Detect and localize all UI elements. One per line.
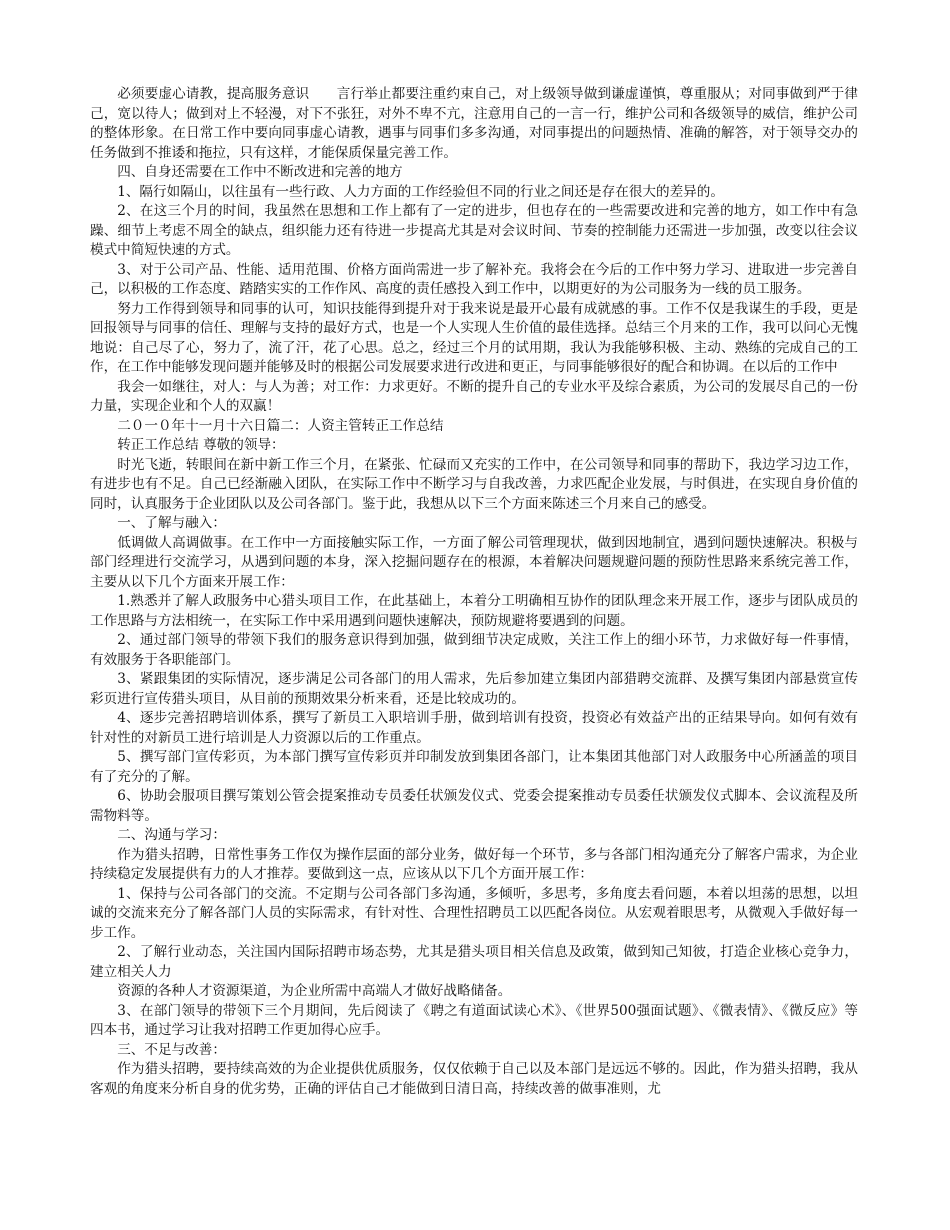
list-item: 5、撰写部门宣传彩页，为本部门撰写宣传彩页并印制发放到集团各部门，让本集团其他部门对人政服务中心所涵盖的项目有了充分的了解。 <box>90 749 858 785</box>
list-item: 3、对于公司产品、性能、适用范围、价格方面尚需进一步了解补充。我将会在今后的工作中努力学习、进取进一步完善自己，以积极的工作态度、踏踏实实的工作作风、高度的责任感投入到工作中，以期更好的为公司服务为一线的员工服务。 <box>90 261 858 297</box>
list-item: 4、逐步完善招聘培训体系，撰写了新员工入职培训手册，做到培训有投资，投资必有效益产出的正结果导向。如何有效有针对性的对新员工进行培训是人力资源以后的工作重点。 <box>90 710 858 746</box>
paragraph: 作为猎头招聘，要持续高效的为企业提供优质服务，仅仅依赖于自己以及本部门是远远不够的。因此，作为猎头招聘，我从客观的角度来分析自身的优劣势，正确的评估自己才能做到日清日高，持续改善的做事准则，尤 <box>90 1061 858 1097</box>
section-heading: 四、自身还需要在工作中不断改进和完善的地方 <box>117 164 403 180</box>
list-item: 1、保持与公司各部门的交流。不定期与公司各部门多沟通，多倾听，多思考，多角度去看问题，本着以坦荡的思想，以坦诚的交流来充分了解各部门人员的实际需求，有针对性、合理性招聘员工以匹配各岗位。从宏观着眼思考，从微观入手做好每一步工作。 <box>90 885 858 941</box>
list-item: 2、了解行业动态，关注国内国际招聘市场态势，尤其是猎头项目相关信息及政策，做到知己知彼，打造企业核心竞争力，建立相关人力 <box>90 944 858 980</box>
section-heading: 二、沟通与学习： <box>117 827 226 843</box>
paragraph: 资源的各种人才资源渠道，为企业所需中高端人才做好战略储备。 <box>117 983 512 999</box>
list-item: 2、通过部门领导的带领下我们的服务意识得到加强，做到细节决定成败，关注工作上的细小环节，力求做好每一件事情，有效服务于各职能部门。 <box>90 632 858 668</box>
paragraph: 二０一０年十一月十六日篇二：人资主管转正工作总结 <box>117 417 444 434</box>
paragraph: 我会一如继往，对人：与人为善；对工作：力求更好。不断的提升自己的专业水平及综合素质，为公司的发展尽自己的一份力量，实现企业和个人的双赢！ <box>90 378 858 414</box>
paragraph: 必须要虚心请教，提高服务意识 言行举止都要注重约束自己，对上级领导做到谦虚谨慎，尊重服从；对同事做到严于律己，宽以待人；做到对上不轻漫，对下不张狂，对外不卑不亢，注意用自己的一言一行，维护公司和各级领导的威信，维护公司的整体形象。在日常工作中要向同事虚心请教，遇事与同事们多多沟通，对同事提出的问题热情、准确的解答，对于领导交办的任务做到不推诿和拖拉，只有这样，才能保质保量完善工作。 <box>90 86 858 161</box>
salutation: 转正工作总结 尊敬的领导： <box>117 437 285 453</box>
list-item: 6、协助会服项目撰写策划公管会提案推动专员委任状颁发仪式、党委会提案推动专员委任状颁发仪式脚本、会议流程及所需物料等。 <box>90 788 858 824</box>
list-item: 3、紧跟集团的实际情况，逐步满足公司各部门的用人需求，先后参加建立集团内部猎聘交流群、及撰写集团内部悬赏宣传彩页进行宣传猎头项目，从目前的预期效果分析来看，还是比较成功的。 <box>90 671 858 707</box>
paragraph: 作为猎头招聘，日常性事务工作仅为操作层面的部分业务，做好每一个环节，多与各部门相沟通充分了解客户需求，为企业持续稳定发展提供有力的人才推荐。要做到这一点，应该从以下几个方面开展工作： <box>90 846 858 882</box>
paragraph: 时光飞逝，转眼间在新中新工作三个月，在紧张、忙碌而又充实的工作中，在公司领导和同事的帮助下，我边学习边工作，有进步也有不足。自己已经渐融入团队，在实际工作中不断学习与自我改善，力求匹配企业发展，与时俱进，在实现自身价值的同时，认真服务于企业团队以及公司各部门。鉴于此，我想从以下三个方面来陈述三个月来自己的感受。 <box>90 456 858 512</box>
section-heading: 一、了解与融入： <box>117 515 226 531</box>
list-item: 2、在这三个月的时间，我虽然在思想和工作上都有了一定的进步，但也存在的一些需要改进和完善的地方，如工作中有急躁、细节上考虑不周全的缺点，组织能力还有待进一步提高尤其是对会议时间、节奏的控制能力还需进一步加强，改变以往会议模式中简短快速的方式。 <box>90 203 858 258</box>
section-heading: 三、不足与改善： <box>117 1041 226 1058</box>
list-item: 1.熟悉并了解人政服务中心猎头项目工作，在此基础上，本着分工明确相互协作的团队理念来开展工作，逐步与团队成员的工作思路与方法相统一，在实际工作中采用遇到问题快速解决，预防规避将要遇到的问题。 <box>90 593 858 629</box>
document-body <box>90 85 858 1099</box>
paragraph: 努力工作得到领导和同事的认可，知识技能得到提升对于我来说是最开心最有成就感的事。工作不仅是我谋生的手段，更是回报领导与同事的信任、理解与支持的最好方式，也是一个人实现人生价值的最佳选择。总结三个月来的工作，我可以问心无愧地说：自己尽了心，努力了，流了汗，花了心思。总之，经过三个月的试用期，我认为我能够积极、主动、熟练的完成自己的工作，在工作中能够发现问题并能够及时的根据公司发展要求进行改进和更正，与同事能够很好的配合和协调。在以后的工作中 <box>90 300 858 375</box>
list-item: 3、在部门领导的带领下三个月期间，先后阅读了《聘之有道面试读心术》、《世界500强面试题》、《微表情》、《微反应》等四本书，通过学习让我对招聘工作更加得心应手。 <box>90 1002 858 1038</box>
list-item: 1、隔行如隔山，以往虽有一些行政、人力方面的工作经验但不同的行业之间还是存在很大的差异的。 <box>117 183 724 200</box>
paragraph: 低调做人高调做事。在工作中一方面接触实际工作，一方面了解公司管理现状，做到因地制宜，遇到问题快速解决。积极与部门经理进行交流学习，从遇到问题的本身，深入挖掘问题存在的根源，本着解决问题规避问题的预防性思路来系统完善工作，主要从以下几个方面来开展工作： <box>90 534 858 590</box>
